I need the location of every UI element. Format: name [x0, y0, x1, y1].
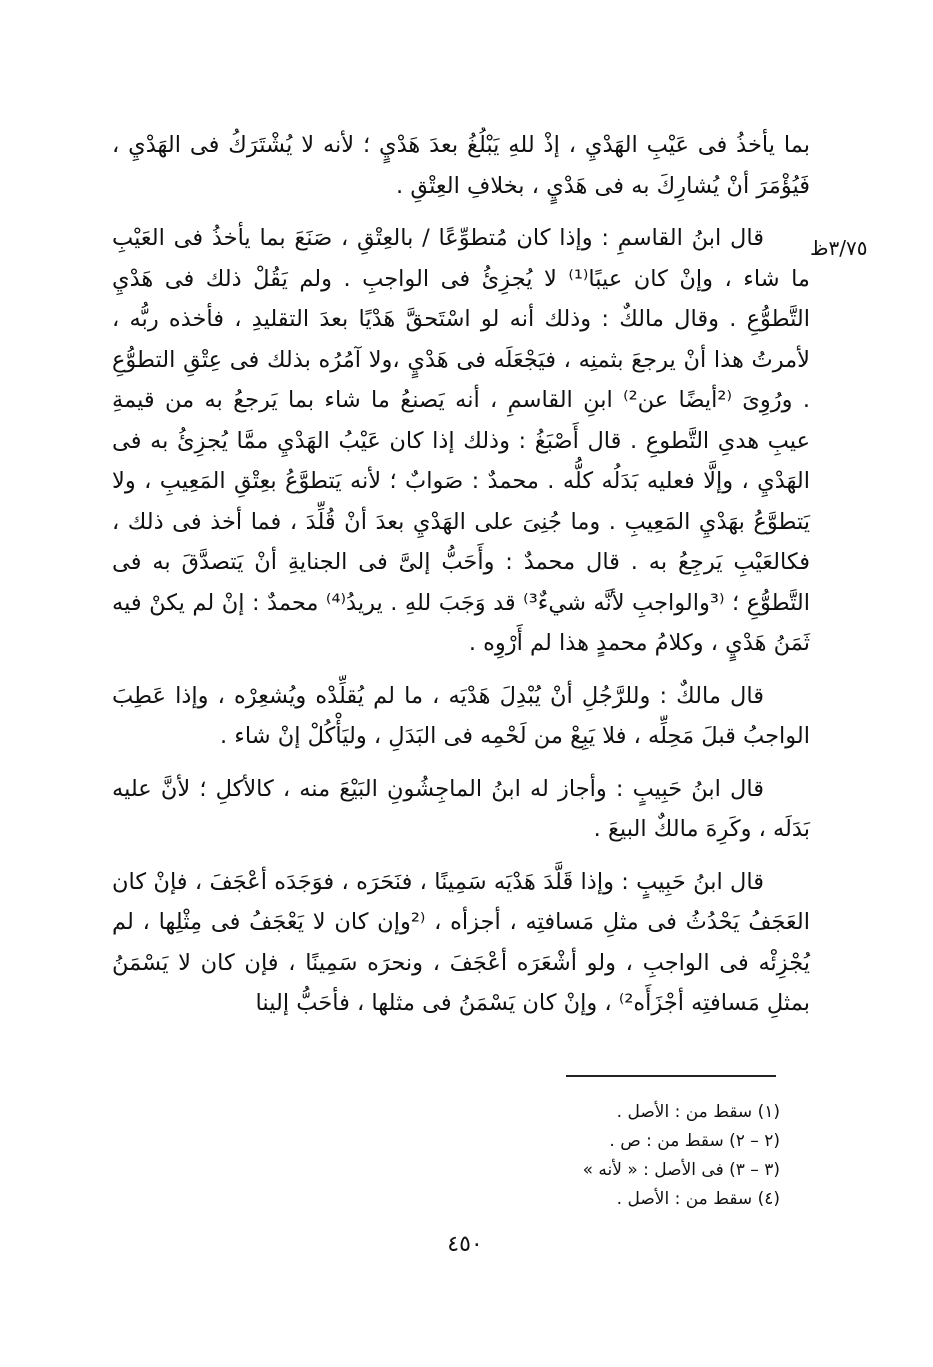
footnote-3: (٣ – ٣) فى الأصل : « لأنه » [582, 1160, 780, 1180]
footnote-separator [566, 1075, 776, 1077]
paragraph-1: بما يأخذُ فى عَيْبِ الهَدْيِ ، إذْ للهِ يَبْلُغُ بعدَ هَدْيٍ ؛ لأنه لا يُشْتَرَكُ فى الهَدْيِ ، فَيُؤْمَرَ أنْ يُشارِكَ به فى هَدْيٍ ، بخلافِ العِتْقِ . [112, 132, 810, 199]
paragraph-4: قال ابنُ حَبِيبٍ : وأجاز له ابنُ الماجِشُونِ البَيْعَ منه ، كالأكلِ ؛ لأنَّ عليه بَدَلَه ، وكَرِهَ مالكٌ البيعَ . [112, 775, 810, 842]
main-text [112, 125, 810, 1024]
paragraph-2: قال ابنُ القاسمِ : وإذا كان مُتطوِّعًا / بالعِتْقِ ، صَنَعَ بما يأخذُ فى العَيْبِ ما شاء ، وإنْ كان عيبًا⁽¹⁾ لا يُجزِئُ فى الواجبِ . ولم يَقُلْ ذلك فى هَدْيِ التَّطوُّعِ . وقال مالكٌ : وذلك أنه لو اسْتَحقَّ هَدْيًا بعدَ التقليدِ ، فأخذه ربُّه ، لأمرتُ هذا أنْ يرجعَ بثمنِه ، فيَجْعَلَه فى هَدْيٍ ،ولا آمُرُه بذلك فى عِتْقِ التطوُّعِ . ورُوِىَ ⁽²أيضًا عن²⁾ ابنِ القاسمِ ، أنه يَصنعُ ما شاء بما يَرجعُ به من قيمةِ عيبِ هدىِ التَّطوعِ . قال أَصْبَغُ : وذلك إذا كان عَيْبُ الهَدْيِ ممَّا يُجزِئُ به فى الهَدْيِ ، وإلَّا فعليه بَدَلُه كلُّه . محمدٌ : صَوابٌ ؛ لأنه يَتطوَّعُ بعِتْقِ المَعِيبِ ، ولا يَتطوَّعُ بهَدْيِ المَعِيبِ . وما جُنِىَ على الهَدْيِ بعدَ أنْ قُلِّدَ ، فما أخذ فى ذلك ، فكالعَيْبِ يَرجِعُ به . قال محمدٌ : وأَحَبُّ إلىَّ فى الجنايةِ أنْ يَتصدَّقَ به فى التَّطوُّعِ ؛ ⁽³والواجبِ لأنَّه شيءٌ³⁾ قد وَجَبَ للهِ . يريدُ⁽⁴⁾ محمدٌ : إنْ لم يكنْ فيه ثَمَنُ هَدْيٍ ، وكلامُ محمدٍ هذا لم أَرْوِه . [112, 225, 810, 656]
footnote-4: (٤) سقط من : الأصل . [616, 1189, 780, 1209]
footnote-2: (٢ – ٢) سقط من : ص . [609, 1131, 780, 1151]
page-number: ٤٥٠ [447, 1232, 483, 1257]
paragraph-3: قال مالكٌ : وللرَّجُلِ أنْ يُبْدِلَ هَدْيَه ، ما لم يُقلِّدْه ويُشعِرْه ، وإذا عَطِبَ الواجبُ قبلَ مَحِلِّه ، فلا يَبِعْ من لَحْمِه فى البَدَلِ ، وليَأْكُلْ إنْ شاء . [112, 682, 810, 749]
paragraph-5: قال ابنُ حَبِيبٍ : وإذا قَلَّدَ هَدْيَه سَمِينًا ، فنَحَرَه ، فوَجَدَه أعْجَفَ ، فإنْ كان العَجَفُ يَحْدُثُ فى مثلِ مَسافتِه ، أجزأه ، ⁽²وإن كان لا يَعْجَفُ فى مِثْلِها ، لم يُجْزِئْه فى الواجبِ ، ولو أشْعَرَه أعْجَفَ ، ونحرَه سَمِينًا ، فإن كان لا يَسْمَنُ بمثلِ مَسافتِه أجْزَأَه²⁾ ، وإنْ كان يَسْمَنُ فى مثلها ، فأحَبُّ إلينا [112, 868, 810, 1016]
footnotes [400, 1098, 780, 1214]
footnote-1: (١) سقط من : الأصل . [616, 1102, 780, 1122]
manuscript-folio-reference: ٣/٧٥ظ [810, 236, 868, 260]
